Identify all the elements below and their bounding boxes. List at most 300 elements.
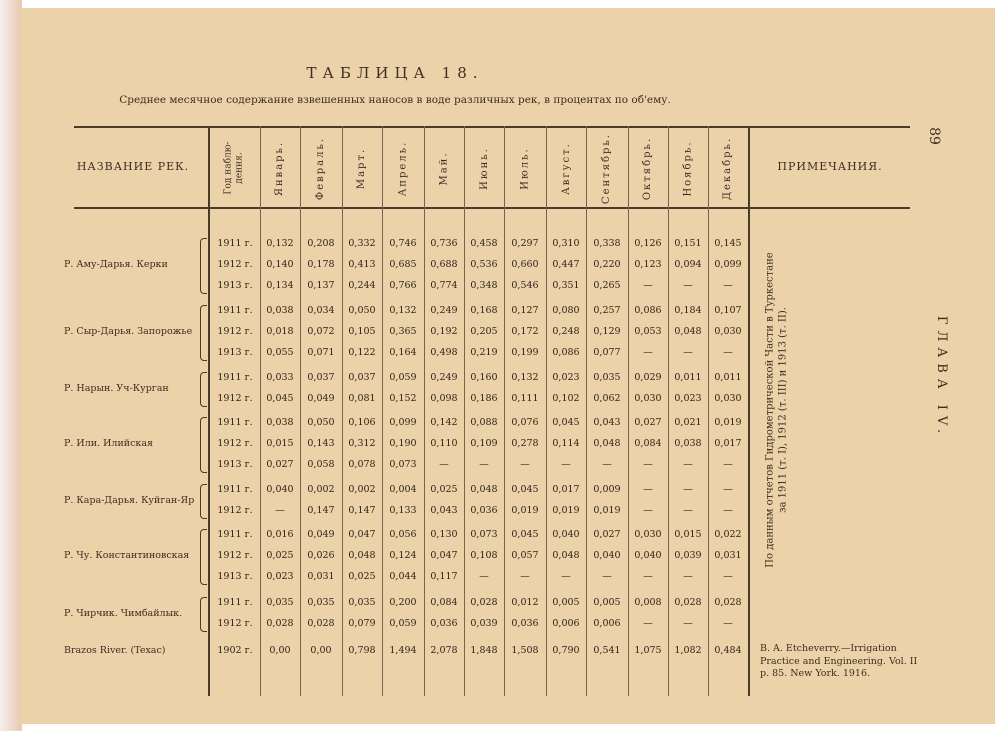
- table-cell: 0,027: [634, 417, 662, 428]
- header-month-1: [260, 132, 300, 204]
- table-cell: 0,685: [389, 259, 417, 270]
- header-month-label: Октябрь.: [642, 136, 654, 200]
- table-cell: 0,017: [552, 484, 580, 495]
- table-cell: 0,030: [714, 326, 742, 337]
- turkestan-note-line2: за 1911 (т. I), 1912 (т. III) и 1913 (т. II).: [778, 307, 790, 513]
- table-cell: 0,004: [389, 484, 417, 495]
- row-group-brace: [200, 238, 207, 294]
- table-cell: 0,023: [266, 571, 294, 582]
- table-cell: 0,151: [674, 238, 702, 249]
- observation-year: 1911 г.: [217, 372, 253, 383]
- header-month-6: [464, 132, 504, 204]
- table-cell: —: [723, 571, 733, 582]
- table-cell: 0,072: [307, 326, 335, 337]
- table-cell: 0,027: [593, 529, 621, 540]
- table-cell: 0,088: [470, 417, 498, 428]
- table-cell: 0,031: [714, 550, 742, 561]
- table-cell: 0,015: [266, 438, 294, 449]
- table-cell: 0,006: [593, 618, 621, 629]
- table-cell: 0,078: [348, 459, 376, 470]
- table-cell: 0,132: [266, 238, 294, 249]
- table-cell: —: [479, 571, 489, 582]
- table-cell: 0,099: [714, 259, 742, 270]
- table-cell: 0,056: [389, 529, 417, 540]
- table-cell: 0,040: [266, 484, 294, 495]
- header-month-label: Апрель.: [397, 140, 409, 196]
- header-notes: ПРИМЕЧАНИЯ.: [777, 160, 883, 173]
- table-cell: 0,086: [552, 347, 580, 358]
- table-cell: 0,045: [266, 393, 294, 404]
- table-cell: 0,338: [593, 238, 621, 249]
- table-cell: 0,045: [511, 484, 539, 495]
- table-cell: 0,036: [430, 618, 458, 629]
- table-cell: 0,105: [348, 326, 376, 337]
- table-cell: 0,127: [511, 305, 539, 316]
- table-cell: 0,040: [593, 550, 621, 561]
- table-cell: —: [561, 571, 571, 582]
- header-month-5: [424, 132, 464, 204]
- river-name: Р. Или. Илийская: [64, 438, 154, 449]
- table-cell: 0,034: [307, 305, 335, 316]
- table-cell: 0,142: [430, 417, 458, 428]
- table-cell: 0,102: [552, 393, 580, 404]
- observation-year: 1913 г.: [217, 280, 253, 291]
- table-cell: 0,018: [266, 326, 294, 337]
- table-cell: 1,848: [470, 645, 498, 656]
- column-rule: [382, 126, 383, 696]
- table-cell: 0,143: [307, 438, 335, 449]
- table-cell: 0,036: [470, 505, 498, 516]
- river-name: Р. Аму-Дарья. Керки: [64, 259, 168, 270]
- table-top-rule: [74, 126, 910, 128]
- river-name: Р. Нарын. Уч-Курган: [64, 382, 169, 394]
- header-month-2: [300, 132, 342, 204]
- year-column-rule: [208, 126, 210, 696]
- table-cell: 0,111: [511, 393, 539, 404]
- table-header-rule: [74, 207, 910, 209]
- table-cell: 0,774: [430, 280, 458, 291]
- table-cell: 0,009: [593, 484, 621, 495]
- column-rule: [424, 126, 425, 696]
- table-cell: 0,045: [511, 529, 539, 540]
- observation-year: 1911 г.: [217, 597, 253, 608]
- column-rule: [586, 126, 587, 696]
- table-cell: 0,129: [593, 326, 621, 337]
- table-cell: —: [683, 347, 693, 358]
- table-cell: 0,071: [307, 347, 335, 358]
- observation-year: 1911 г.: [217, 305, 253, 316]
- table-cell: 0,019: [552, 505, 580, 516]
- table-cell: 0,130: [430, 529, 458, 540]
- header-month-label: Май.: [438, 150, 450, 186]
- header-month-label: Декабрь.: [722, 136, 734, 200]
- table-subtitle: Среднее месячное содержание взвешенных наносов в воде различных рек, в процентах по об'ему.: [119, 94, 671, 106]
- header-month-7: [504, 132, 546, 204]
- table-cell: 0,248: [552, 326, 580, 337]
- observation-year: 1913 г.: [217, 459, 253, 470]
- header-month-3: [342, 132, 382, 204]
- row-group-brace: [200, 372, 207, 407]
- table-cell: 0,152: [389, 393, 417, 404]
- table-title: ТАБЛИЦА 18.: [306, 64, 484, 82]
- table-cell: 0,413: [348, 259, 376, 270]
- column-rule: [300, 126, 301, 696]
- table-cell: —: [643, 459, 653, 470]
- table-cell: 0,035: [593, 372, 621, 383]
- table-cell: 0,050: [348, 305, 376, 316]
- observation-year: 1911 г.: [217, 529, 253, 540]
- table-cell: —: [439, 459, 449, 470]
- table-cell: 0,147: [348, 505, 376, 516]
- table-cell: 0,123: [634, 259, 662, 270]
- table-cell: 0,145: [714, 238, 742, 249]
- column-rule: [464, 126, 465, 696]
- table-cell: —: [643, 571, 653, 582]
- table-cell: —: [602, 571, 612, 582]
- table-cell: 0,002: [307, 484, 335, 495]
- header-month-11: [668, 132, 708, 204]
- table-cell: 0,029: [634, 372, 662, 383]
- table-cell: —: [643, 505, 653, 516]
- table-cell: 0,348: [470, 280, 498, 291]
- table-cell: 0,057: [511, 550, 539, 561]
- table-cell: 0,484: [714, 645, 742, 656]
- table-cell: 0,079: [348, 618, 376, 629]
- table-cell: 0,107: [714, 305, 742, 316]
- table-cell: 0,297: [511, 238, 539, 249]
- table-cell: 0,048: [674, 326, 702, 337]
- page-gutter-shadow: [0, 0, 22, 731]
- column-rule: [504, 126, 505, 696]
- table-cell: 0,249: [430, 305, 458, 316]
- table-cell: 0,039: [674, 550, 702, 561]
- table-cell: 0,049: [307, 529, 335, 540]
- table-cell: 0,036: [511, 618, 539, 629]
- table-cell: —: [479, 459, 489, 470]
- table-cell: 0,265: [593, 280, 621, 291]
- table-cell: 0,790: [552, 645, 580, 656]
- table-cell: 0,038: [266, 417, 294, 428]
- table-cell: 1,494: [389, 645, 417, 656]
- table-cell: —: [561, 459, 571, 470]
- table-cell: 0,199: [511, 347, 539, 358]
- table-cell: 0,030: [714, 393, 742, 404]
- observation-year: 1902 г.: [217, 645, 253, 656]
- table-cell: —: [643, 280, 653, 291]
- table-cell: 0,021: [674, 417, 702, 428]
- table-cell: 0,164: [389, 347, 417, 358]
- header-year: [210, 132, 260, 204]
- table-cell: —: [723, 280, 733, 291]
- table-cell: —: [723, 618, 733, 629]
- header-month-label: Февраль.: [315, 136, 327, 200]
- brazos-note-line1: B. A. Etcheverry.—Irrigation: [760, 643, 897, 654]
- table-cell: 0,037: [348, 372, 376, 383]
- table-cell: 0,028: [674, 597, 702, 608]
- turkestan-source-note: [729, 240, 825, 580]
- table-cell: 0,025: [266, 550, 294, 561]
- table-cell: 0,031: [307, 571, 335, 582]
- table-cell: 0,035: [348, 597, 376, 608]
- table-cell: 0,011: [674, 372, 702, 383]
- table-cell: 0,00: [269, 645, 291, 656]
- table-cell: 0,205: [470, 326, 498, 337]
- table-cell: 0,736: [430, 238, 458, 249]
- river-name: Р. Кара-Дарья. Куйган-Яр: [64, 494, 195, 506]
- observation-year: 1911 г.: [217, 417, 253, 428]
- table-cell: —: [602, 459, 612, 470]
- observation-year: 1912 г.: [217, 438, 253, 449]
- table-cell: 0,200: [389, 597, 417, 608]
- table-cell: 0,037: [307, 372, 335, 383]
- brazos-note-line2: Practice and Engineering. Vol. II: [760, 655, 918, 667]
- column-rule: [708, 126, 709, 696]
- table-cell: 0,028: [470, 597, 498, 608]
- table-cell: 0,038: [266, 305, 294, 316]
- river-name: Р. Чу. Константиновская: [64, 550, 190, 561]
- table-cell: —: [683, 505, 693, 516]
- table-cell: 0,005: [552, 597, 580, 608]
- table-cell: 0,080: [552, 305, 580, 316]
- table-cell: 0,310: [552, 238, 580, 249]
- table-cell: 0,094: [674, 259, 702, 270]
- table-cell: 0,048: [593, 438, 621, 449]
- observation-year: 1912 г.: [217, 505, 253, 516]
- header-month-8: [546, 132, 586, 204]
- observation-year: 1912 г.: [217, 326, 253, 337]
- table-cell: 1,508: [511, 645, 539, 656]
- table-cell: 0,077: [593, 347, 621, 358]
- table-cell: 0,132: [389, 305, 417, 316]
- table-cell: 0,536: [470, 259, 498, 270]
- table-cell: 0,019: [714, 417, 742, 428]
- table-cell: 0,312: [348, 438, 376, 449]
- table-cell: 0,047: [348, 529, 376, 540]
- table-cell: 0,049: [307, 393, 335, 404]
- table-cell: 0,053: [634, 326, 662, 337]
- header-year-line1: Год наблю-: [224, 141, 234, 195]
- table-cell: 0,114: [552, 438, 580, 449]
- header-month-4: [382, 132, 424, 204]
- observation-year: 1912 г.: [217, 618, 253, 629]
- table-cell: 0,059: [389, 618, 417, 629]
- table-cell: 0,208: [307, 238, 335, 249]
- table-cell: 0,055: [266, 347, 294, 358]
- table-cell: 0,038: [674, 438, 702, 449]
- table-cell: 0,030: [634, 393, 662, 404]
- table-cell: 0,043: [593, 417, 621, 428]
- table-cell: 0,045: [552, 417, 580, 428]
- table-cell: 0,124: [389, 550, 417, 561]
- row-group-brace: [200, 417, 207, 473]
- table-cell: 0,110: [430, 438, 458, 449]
- header-month-label: Март.: [356, 147, 368, 189]
- table-cell: 0,546: [511, 280, 539, 291]
- table-cell: 0,028: [307, 618, 335, 629]
- observation-year: 1912 г.: [217, 550, 253, 561]
- table-cell: 0,126: [634, 238, 662, 249]
- row-group-brace: [200, 597, 207, 632]
- table-cell: 0,028: [714, 597, 742, 608]
- table-cell: 0,033: [266, 372, 294, 383]
- table-cell: —: [520, 571, 530, 582]
- table-cell: 0,048: [348, 550, 376, 561]
- table-cell: 0,098: [430, 393, 458, 404]
- table-cell: —: [723, 505, 733, 516]
- table-cell: 0,043: [430, 505, 458, 516]
- table-cell: 0,040: [552, 529, 580, 540]
- table-cell: 0,025: [348, 571, 376, 582]
- chapter-label: ГЛАВА IV.: [934, 315, 950, 440]
- table-cell: 0,458: [470, 238, 498, 249]
- table-cell: 0,084: [634, 438, 662, 449]
- table-cell: 0,278: [511, 438, 539, 449]
- table-cell: 0,023: [552, 372, 580, 383]
- table-cell: 0,122: [348, 347, 376, 358]
- table-cell: 0,447: [552, 259, 580, 270]
- table-cell: 0,035: [307, 597, 335, 608]
- table-cell: —: [723, 459, 733, 470]
- table-cell: 0,086: [634, 305, 662, 316]
- table-cell: 0,012: [511, 597, 539, 608]
- column-rule: [546, 126, 547, 696]
- table-cell: 0,137: [307, 280, 335, 291]
- table-cell: 0,249: [430, 372, 458, 383]
- table-cell: 0,117: [430, 571, 458, 582]
- row-group-brace: [200, 484, 207, 519]
- observation-year: 1913 г.: [217, 347, 253, 358]
- table-cell: 0,039: [470, 618, 498, 629]
- table-cell: 0,00: [310, 645, 332, 656]
- table-cell: 0,766: [389, 280, 417, 291]
- table-cell: 0,025: [430, 484, 458, 495]
- table-cell: —: [683, 484, 693, 495]
- table-cell: 0,147: [307, 505, 335, 516]
- row-group-brace: [200, 305, 207, 361]
- header-month-10: [628, 132, 668, 204]
- column-rule: [342, 126, 343, 696]
- header-river-name: НАЗВАНИЕ РЕК.: [76, 160, 190, 173]
- table-cell: 0,026: [307, 550, 335, 561]
- table-cell: 0,011: [714, 372, 742, 383]
- table-cell: 0,541: [593, 645, 621, 656]
- table-cell: 0,073: [470, 529, 498, 540]
- table-cell: 0,084: [430, 597, 458, 608]
- table-cell: 0,168: [470, 305, 498, 316]
- table-cell: 0,332: [348, 238, 376, 249]
- table-cell: 0,002: [348, 484, 376, 495]
- table-cell: 0,184: [674, 305, 702, 316]
- table-cell: 0,081: [348, 393, 376, 404]
- row-group-brace: [200, 529, 207, 585]
- table-cell: 0,058: [307, 459, 335, 470]
- table-cell: 0,688: [430, 259, 458, 270]
- table-cell: 0,044: [389, 571, 417, 582]
- column-rule: [668, 126, 669, 696]
- column-rule: [628, 126, 629, 696]
- table-cell: 0,190: [389, 438, 417, 449]
- table-cell: 0,798: [348, 645, 376, 656]
- brazos-source-note: [760, 643, 930, 681]
- table-cell: 0,192: [430, 326, 458, 337]
- table-cell: 0,351: [552, 280, 580, 291]
- table-cell: 0,076: [511, 417, 539, 428]
- header-month-label: Ноябрь.: [682, 139, 694, 197]
- turkestan-note-line1: По данным отчетов Гидрометрической Части в Туркестане: [765, 252, 777, 568]
- table-cell: —: [643, 618, 653, 629]
- page-number: 89: [925, 127, 942, 145]
- table-cell: 0,035: [266, 597, 294, 608]
- observation-year: 1912 г.: [217, 393, 253, 404]
- table-cell: —: [520, 459, 530, 470]
- header-month-label: Июль.: [519, 146, 531, 190]
- header-month-label: Сентябрь.: [601, 132, 613, 204]
- table-cell: 0,050: [307, 417, 335, 428]
- table-cell: 0,027: [266, 459, 294, 470]
- table-cell: 0,048: [552, 550, 580, 561]
- table-cell: 0,178: [307, 259, 335, 270]
- header-month-12: [708, 132, 748, 204]
- table-cell: —: [723, 347, 733, 358]
- table-cell: 0,047: [430, 550, 458, 561]
- table-cell: 0,030: [634, 529, 662, 540]
- observation-year: 1913 г.: [217, 571, 253, 582]
- table-cell: —: [275, 505, 285, 516]
- header-month-label: Январь.: [274, 140, 286, 196]
- table-cell: 0,365: [389, 326, 417, 337]
- table-cell: —: [643, 347, 653, 358]
- table-cell: 0,132: [511, 372, 539, 383]
- table-cell: 0,660: [511, 259, 539, 270]
- table-cell: 0,106: [348, 417, 376, 428]
- table-cell: 0,133: [389, 505, 417, 516]
- table-cell: 0,006: [552, 618, 580, 629]
- table-cell: 0,048: [470, 484, 498, 495]
- river-name: Brazos River. (Texac): [64, 645, 166, 656]
- table-cell: 0,017: [714, 438, 742, 449]
- table-cell: 0,746: [389, 238, 417, 249]
- table-cell: 0,134: [266, 280, 294, 291]
- table-cell: 0,016: [266, 529, 294, 540]
- table-cell: 0,172: [511, 326, 539, 337]
- table-cell: 0,160: [470, 372, 498, 383]
- river-name: Р. Сыр-Дарья. Запорожье: [64, 326, 193, 337]
- table-cell: 0,140: [266, 259, 294, 270]
- table-cell: 0,015: [674, 529, 702, 540]
- observation-year: 1912 г.: [217, 259, 253, 270]
- table-cell: 0,019: [593, 505, 621, 516]
- table-cell: 0,059: [389, 372, 417, 383]
- observation-year: 1911 г.: [217, 484, 253, 495]
- table-cell: 0,022: [714, 529, 742, 540]
- table-cell: 0,219: [470, 347, 498, 358]
- table-cell: 0,244: [348, 280, 376, 291]
- table-cell: 1,075: [634, 645, 662, 656]
- table-cell: —: [683, 571, 693, 582]
- table-cell: —: [723, 484, 733, 495]
- table-cell: —: [683, 618, 693, 629]
- table-cell: 0,008: [634, 597, 662, 608]
- table-cell: 0,023: [674, 393, 702, 404]
- table-cell: 0,099: [389, 417, 417, 428]
- table-cell: 0,108: [470, 550, 498, 561]
- table-cell: 0,005: [593, 597, 621, 608]
- table-cell: —: [683, 280, 693, 291]
- table-cell: 0,062: [593, 393, 621, 404]
- header-year-line2: дения.: [235, 152, 245, 184]
- table-cell: —: [643, 484, 653, 495]
- column-rule: [260, 126, 261, 696]
